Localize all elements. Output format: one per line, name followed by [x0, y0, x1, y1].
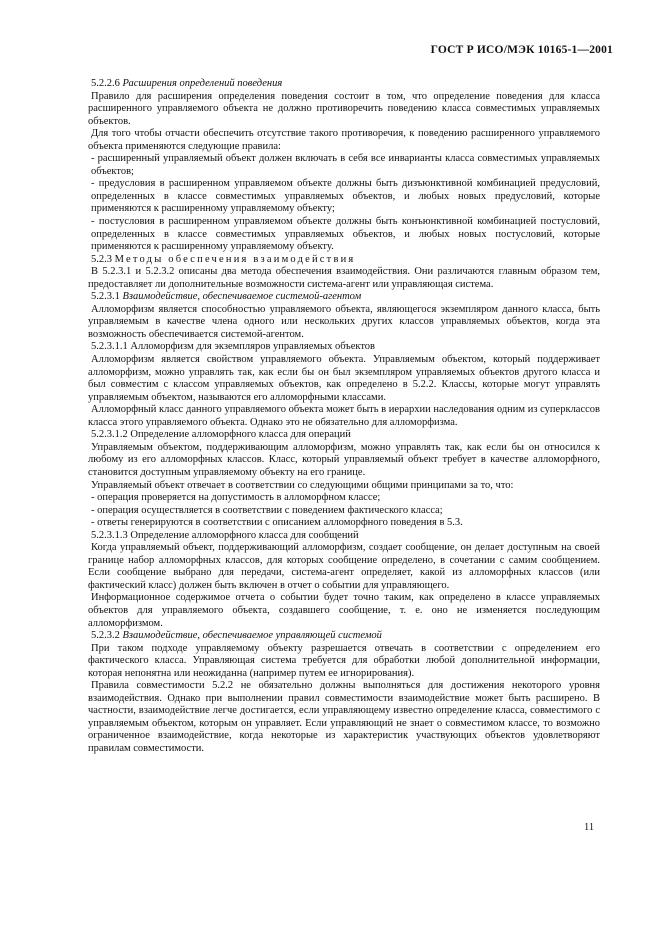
section-heading-5-2-3-1	[88, 291, 600, 304]
section-heading-5-2-3-2	[88, 630, 600, 643]
paragraph: Правило для расширения определения поведения состоит в том, что определение поведения для класса расширенного управляемого объекта не должно противоречить поведению класса совместимых управляемых объектов.	[88, 90, 600, 127]
list-item: - предусловия в расширенном управляемом объекте должны быть дизъюнктивной комбинацией предусловий, определенных в классе совместимых управляемых объектов, и любых новых предусловий, которые применяются к расширенному управляемому объекту;	[91, 178, 600, 215]
paragraph: Для того чтобы отчасти обеспечить отсутствие такого противоречия, к поведению расширенного управляемого объекта применяются следующие правила:	[88, 128, 600, 152]
section-heading-5-2-3	[88, 254, 600, 267]
list-item: - операция проверяется на допустимость в алломорфном классе;	[91, 492, 381, 504]
paragraph: Управляемым объектом, поддерживающим алломорфизм, можно управлять так, как если бы он относился к любому из его алломорфных классов. Класс, который управляемый объект требует в качестве алломорфного, становится доступным управляемому объекту на его границе.	[88, 441, 600, 478]
section-heading-5-2-3-1-1: 5.2.3.1.1 Алломорфизм для экземпляров управляемых объектов	[91, 341, 375, 353]
paragraph: Алломорфный класс данного управляемого объекта может быть в иерархии наследования одним из суперклассов класса этого управляемого объекта. Однако это не обязательно для алломорфизма.	[88, 404, 600, 428]
section-number: 5.2.3.2	[91, 630, 120, 642]
list-item: - расширенный управляемый объект должен включать в себя все инварианты класса совместимых управляемых объектов;	[91, 153, 600, 177]
paragraph: Информационное содержимое отчета о событии будет точно таким, как определено в классе управляемых объектов для управляемого объекта, создавшего сообщение, т. е. оно не изменяется последующим алломорфизмом.	[88, 592, 600, 629]
section-title: Методы обеспечения взаимодействия	[114, 253, 356, 265]
page-number: 11	[584, 822, 595, 833]
section-heading-5-2-2-6	[88, 78, 600, 91]
section-number: 5.2.3	[91, 253, 112, 265]
section-title: Расширения определений поведения	[122, 78, 283, 89]
section-heading-5-2-3-1-3: 5.2.3.1.3 Определение алломорфного класса для сообщений	[91, 529, 359, 541]
section-heading-5-2-3-1-2: 5.2.3.1.2 Определение алломорфного класса для операций	[91, 429, 351, 441]
paragraph: Управляемый объект отвечает в соответствии со следующими общими принципами за то, что:	[91, 479, 514, 491]
paragraph: Алломорфизм является способностью управляемого объекта, являющегося экземпляром данного класса, быть управляемым в качестве члена одного или нескольких других классов управляемых объектов, когда эта возможность обеспечивается системой-агентом.	[88, 303, 600, 340]
list-item: - ответы генерируются в соответствии с описанием алломорфного поведения в 5.3.	[91, 517, 463, 529]
section-number: 5.2.2.6	[91, 78, 120, 89]
paragraph: Когда управляемый объект, поддерживающий алломорфизм, создает сообщение, он делает доступным на своей границе набор алломорфных классов, для которых сообщение определено, в сочетании с самим сообщением. Если сообщение выбрано для передачи, система-агент определяет, какой из алломорфных классов (или фактический класс) должен быть включен в отчет о событии для управляющего.	[88, 542, 600, 591]
paragraph: При таком подходе управляемому объекту разрешается отвечать в соответствии с определением его фактического класса. Управляющая система требуется для обработки любой дополнительной информации, которая непонятна или неожиданна (например путем ее игнорирования).	[88, 642, 600, 679]
paragraph: Алломорфизм является свойством управляемого объекта. Управляемым объектом, который поддерживает алломорфизм, можно управлять так, как если бы он был экземпляром управляемых объектов другого класса и был совместим с классом управляемых объектов, как определено в 5.2.2. Классы, которые могут управлять управляемым объектом, называются его алломорфными классами.	[88, 354, 600, 403]
list-item: - операция осуществляется в соответствии с поведением фактического класса;	[91, 504, 443, 516]
paragraph: В 5.2.3.1 и 5.2.3.2 описаны два метода обеспечения взаимодействия. Они различаются главным образом тем, предоставляет ли дополнительные возможности система-агент или управляющая система.	[88, 266, 600, 290]
section-number: 5.2.3.1	[91, 291, 120, 303]
list-item: - постусловия в расширенном управляемом объекте должны быть конъюнктивной комбинацией постусловий, определенных в классе совместимых управляемых объектов, и любых новых постусловий, которые применяются к расширенному управляемому объекту.	[91, 216, 600, 253]
paragraph: Правила совместимости 5.2.2 не обязательно должны выполняться для достижения некоторого уровня взаимодействия. Однако при выполнении правил совместимости взаимодействие может быть расширено. В частности, взаимодействие легче достигается, если управляющему известно определение класса, совместимого с управляемым объектом, которым он управляет. Если управляющий не знает о совместимом классе, то возможно ограниченное взаимодействие, когда некоторые из характеристик участвующих объектов удовлетворяют правилам совместимости.	[88, 680, 600, 754]
section-title: Взаимодействие, обеспечиваемое системой-агентом	[122, 291, 362, 303]
document-header: ГОСТ Р ИСО/МЭК 10165-1—2001	[430, 44, 613, 56]
document-body	[88, 78, 600, 756]
section-title: Взаимодействие, обеспечиваемое управляющей системой	[122, 630, 382, 642]
